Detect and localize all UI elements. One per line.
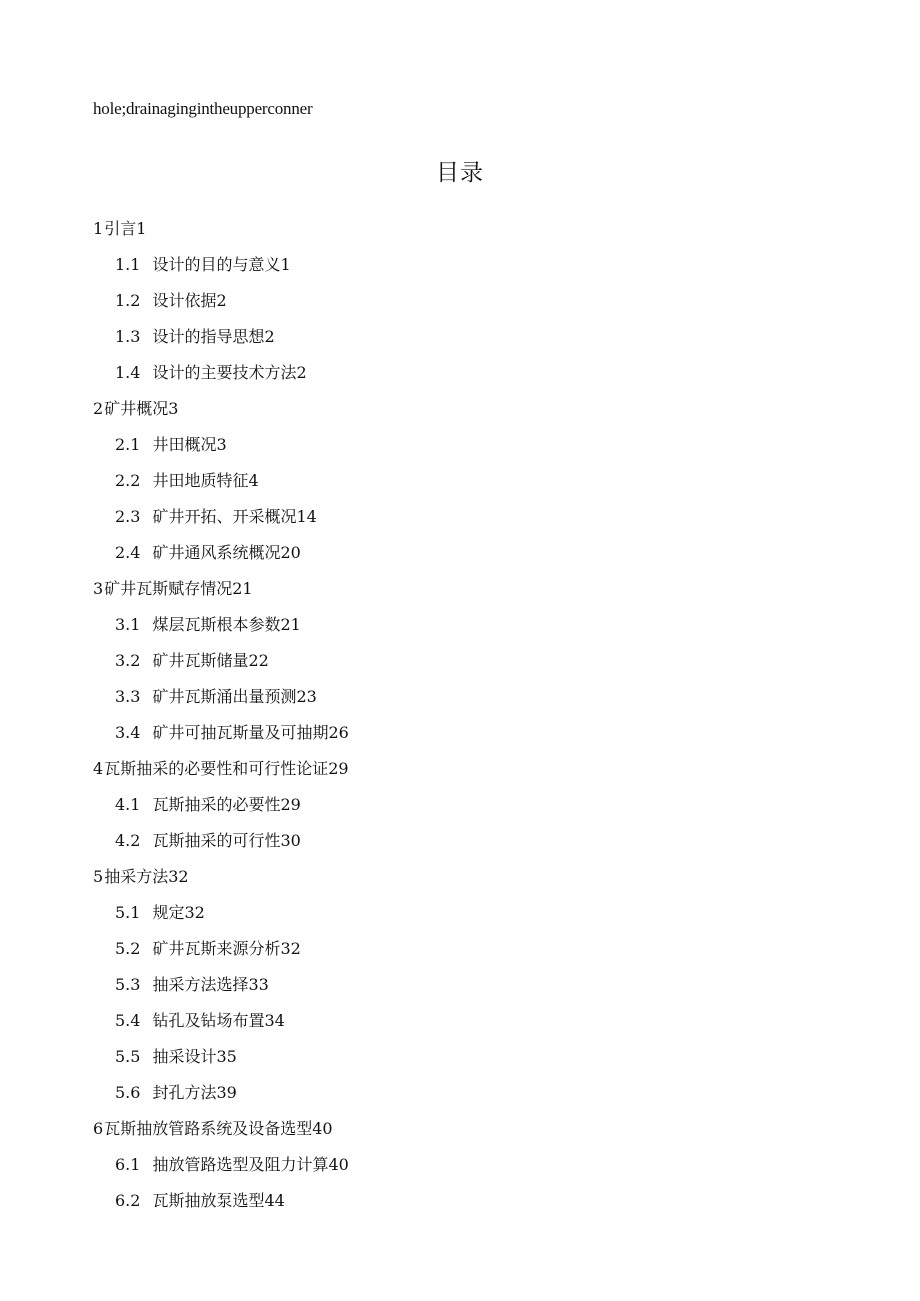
toc-section-entry[interactable] xyxy=(0,1188,920,1224)
toc-entry-page-number: 26 xyxy=(328,723,349,742)
toc-entry-number: 6.1 xyxy=(115,1155,141,1174)
toc-entry-number: 2.3 xyxy=(115,507,141,526)
toc-section-entry[interactable] xyxy=(0,1080,920,1116)
toc-entry-title: 井田地质特征 xyxy=(152,471,249,490)
toc-entry-number: 3 xyxy=(93,579,104,598)
toc-entry-title: 设计的指导思想 xyxy=(152,327,265,346)
toc-section-entry[interactable] xyxy=(0,540,920,576)
toc-chapter-entry[interactable] xyxy=(0,216,920,252)
toc-entry-title: 瓦斯抽采的必要性和可行性论证 xyxy=(104,759,329,778)
toc-section-entry[interactable] xyxy=(0,288,920,324)
toc-entry-number: 5.5 xyxy=(115,1047,141,1066)
toc-entry-page-number: 34 xyxy=(264,1011,285,1030)
toc-entry-title: 引言 xyxy=(104,219,137,238)
toc-entry-number: 3.1 xyxy=(115,615,141,634)
toc-entry-title: 规定 xyxy=(152,903,185,922)
toc-entry-number: 6.2 xyxy=(115,1191,141,1210)
toc-entry-number: 5.6 xyxy=(115,1083,141,1102)
toc-entry-title: 矿井开拓、开采概况 xyxy=(152,507,297,526)
toc-list xyxy=(0,216,920,1224)
toc-section-entry[interactable] xyxy=(0,252,920,288)
toc-section-entry[interactable] xyxy=(0,432,920,468)
toc-entry-title: 井田概况 xyxy=(152,435,217,454)
toc-entry-number: 5.1 xyxy=(115,903,141,922)
toc-section-entry[interactable] xyxy=(0,900,920,936)
toc-entry-title: 抽放管路选型及阻力计算 xyxy=(152,1155,329,1174)
toc-entry-title: 瓦斯抽放管路系统及设备选型 xyxy=(104,1119,313,1138)
toc-entry-page-number: 44 xyxy=(264,1191,285,1210)
toc-entry-page-number: 3 xyxy=(216,435,227,454)
toc-entry-page-number: 32 xyxy=(280,939,301,958)
toc-entry-title: 矿井瓦斯来源分析 xyxy=(152,939,281,958)
toc-section-entry[interactable] xyxy=(0,684,920,720)
toc-entry-page-number: 29 xyxy=(280,795,301,814)
toc-entry-title: 钻孔及钻场布置 xyxy=(152,1011,265,1030)
toc-entry-title: 封孔方法 xyxy=(152,1083,217,1102)
header-text: hole;drainagingintheupperconner xyxy=(93,99,313,118)
toc-section-entry[interactable] xyxy=(0,504,920,540)
toc-entry-title: 矿井瓦斯赋存情况 xyxy=(104,579,233,598)
toc-entry-number: 1.1 xyxy=(115,255,141,274)
toc-entry-page-number: 1 xyxy=(136,219,147,238)
toc-entry-page-number: 22 xyxy=(248,651,269,670)
toc-entry-page-number: 1 xyxy=(280,255,291,274)
toc-entry-page-number: 14 xyxy=(296,507,317,526)
toc-entry-page-number: 33 xyxy=(248,975,269,994)
toc-entry-page-number: 29 xyxy=(328,759,349,778)
toc-entry-page-number: 21 xyxy=(280,615,301,634)
toc-entry-number: 5.4 xyxy=(115,1011,141,1030)
toc-entry-title: 设计依据 xyxy=(152,291,217,310)
toc-entry-number: 5.3 xyxy=(115,975,141,994)
toc-entry-page-number: 35 xyxy=(216,1047,237,1066)
toc-section-entry[interactable] xyxy=(0,324,920,360)
toc-entry-page-number: 2 xyxy=(264,327,275,346)
toc-section-entry[interactable] xyxy=(0,1152,920,1188)
toc-entry-number: 1.4 xyxy=(115,363,141,382)
toc-entry-number: 4.1 xyxy=(115,795,141,814)
toc-section-entry[interactable] xyxy=(0,612,920,648)
toc-entry-page-number: 32 xyxy=(184,903,205,922)
toc-entry-title: 煤层瓦斯根本参数 xyxy=(152,615,281,634)
toc-entry-number: 1.2 xyxy=(115,291,141,310)
toc-section-entry[interactable] xyxy=(0,648,920,684)
toc-entry-number: 2.4 xyxy=(115,543,141,562)
toc-entry-title: 抽采方法选择 xyxy=(152,975,249,994)
toc-entry-number: 2.1 xyxy=(115,435,141,454)
toc-entry-title: 矿井瓦斯涌出量预测 xyxy=(152,687,297,706)
toc-entry-title: 矿井通风系统概况 xyxy=(152,543,281,562)
toc-section-entry[interactable] xyxy=(0,360,920,396)
toc-entry-number: 1 xyxy=(93,219,104,238)
toc-entry-title: 矿井概况 xyxy=(104,399,169,418)
toc-entry-number: 5 xyxy=(93,867,104,886)
toc-entry-number: 1.3 xyxy=(115,327,141,346)
toc-entry-number: 5.2 xyxy=(115,939,141,958)
toc-section-entry[interactable] xyxy=(0,468,920,504)
toc-entry-title: 抽采方法 xyxy=(104,867,169,886)
toc-section-entry[interactable] xyxy=(0,972,920,1008)
toc-chapter-entry[interactable] xyxy=(0,756,920,792)
toc-entry-page-number: 20 xyxy=(280,543,301,562)
toc-section-entry[interactable] xyxy=(0,1044,920,1080)
toc-section-entry[interactable] xyxy=(0,936,920,972)
toc-entry-number: 2.2 xyxy=(115,471,141,490)
toc-entry-page-number: 32 xyxy=(168,867,189,886)
toc-title: 目录 xyxy=(436,160,484,186)
toc-entry-title: 抽采设计 xyxy=(152,1047,217,1066)
toc-chapter-entry[interactable] xyxy=(0,864,920,900)
toc-entry-page-number: 4 xyxy=(248,471,259,490)
toc-entry-number: 6 xyxy=(93,1119,104,1138)
toc-entry-page-number: 2 xyxy=(216,291,227,310)
toc-entry-number: 3.2 xyxy=(115,651,141,670)
toc-entry-number: 4 xyxy=(93,759,104,778)
toc-entry-title: 瓦斯抽放泵选型 xyxy=(152,1191,265,1210)
toc-section-entry[interactable] xyxy=(0,1008,920,1044)
toc-entry-number: 2 xyxy=(93,399,104,418)
toc-entry-number: 3.3 xyxy=(115,687,141,706)
toc-entry-title: 设计的目的与意义 xyxy=(152,255,281,274)
toc-entry-title: 瓦斯抽采的必要性 xyxy=(152,795,281,814)
toc-entry-title: 矿井瓦斯储量 xyxy=(152,651,249,670)
toc-entry-title: 设计的主要技术方法 xyxy=(152,363,297,382)
toc-entry-page-number: 3 xyxy=(168,399,179,418)
toc-section-entry[interactable] xyxy=(0,828,920,864)
toc-entry-title: 矿井可抽瓦斯量及可抽期 xyxy=(152,723,329,742)
toc-entry-page-number: 21 xyxy=(232,579,253,598)
toc-chapter-entry[interactable] xyxy=(0,1116,920,1152)
toc-section-entry[interactable] xyxy=(0,720,920,756)
toc-entry-title: 瓦斯抽采的可行性 xyxy=(152,831,281,850)
toc-entry-page-number: 39 xyxy=(216,1083,237,1102)
toc-chapter-entry[interactable] xyxy=(0,576,920,612)
toc-entry-page-number: 40 xyxy=(328,1155,349,1174)
toc-entry-page-number: 40 xyxy=(312,1119,333,1138)
toc-entry-page-number: 23 xyxy=(296,687,317,706)
toc-entry-page-number: 2 xyxy=(296,363,307,382)
toc-section-entry[interactable] xyxy=(0,792,920,828)
toc-entry-number: 3.4 xyxy=(115,723,141,742)
toc-entry-page-number: 30 xyxy=(280,831,301,850)
toc-entry-number: 4.2 xyxy=(115,831,141,850)
toc-chapter-entry[interactable] xyxy=(0,396,920,432)
